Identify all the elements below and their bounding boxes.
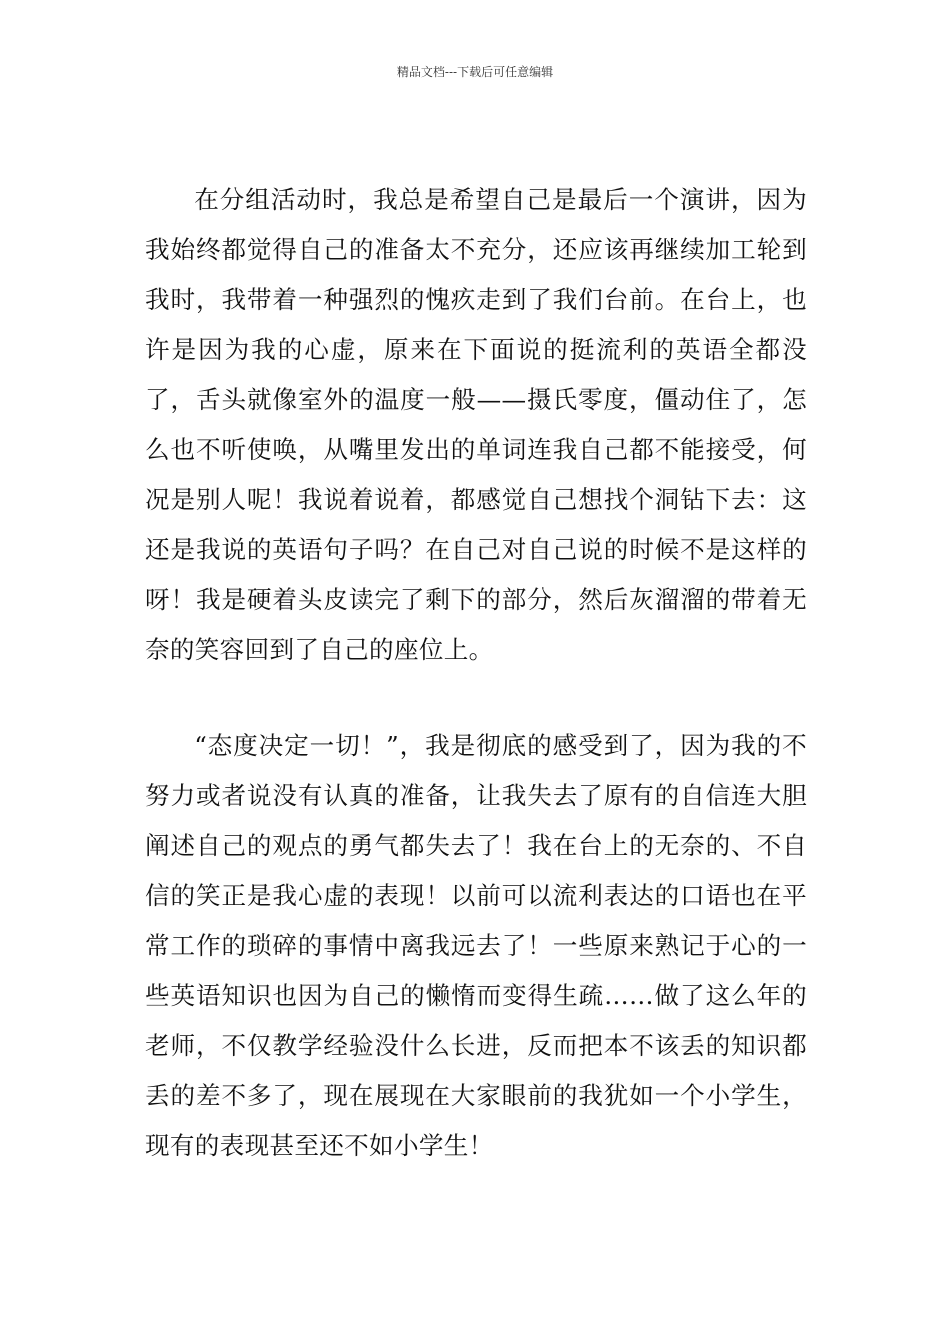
body-paragraph-2: “态度决定一切！”，我是彻底的感受到了，因为我的不努力或者说没有认真的准备，让我失去了原有的自信连大胆阐述自己的观点的勇气都失去了！我在台上的无奈的、不自信的笑正是我心虚的表现！以前可以流利表达的口语也在平常工作的琐碎的事情中离我远去了！一些原来熟记于心的一些英语知识也因为自己的懒惰而变得生疏……做了这么年的老师，不仅教学经验没什么长进，反而把本不该丢的知识都丢的差不多了，现在展现在大家眼前的我犹如一个小学生，现有的表现甚至还不如小学生！ [145,731,807,1160]
body-paragraph-1: 在分组活动时，我总是希望自己是最后一个演讲，因为我始终都觉得自己的准备太不充分，还应该再继续加工轮到我时，我带着一种强烈的愧疚走到了我们台前。在台上，也许是因为我的心虚，原来在下面说的挺流利的英语全都没了，舌头就像室外的温度一般——摄氏零度，僵动住了，怎么也不听使唤，从嘴里发出的单词连我自己都不能接受，何况是别人呢！我说着说着，都感觉自己想找个洞钻下去：这还是我说的英语句子吗？在自己对自己说的时候不是这样的呀！我是硬着头皮读完了剩下的部分，然后灰溜溜的带着无奈的笑容回到了自己的座位上。 [145,185,807,664]
page-header: 精品文档---下载后可任意编辑 [396,65,554,79]
